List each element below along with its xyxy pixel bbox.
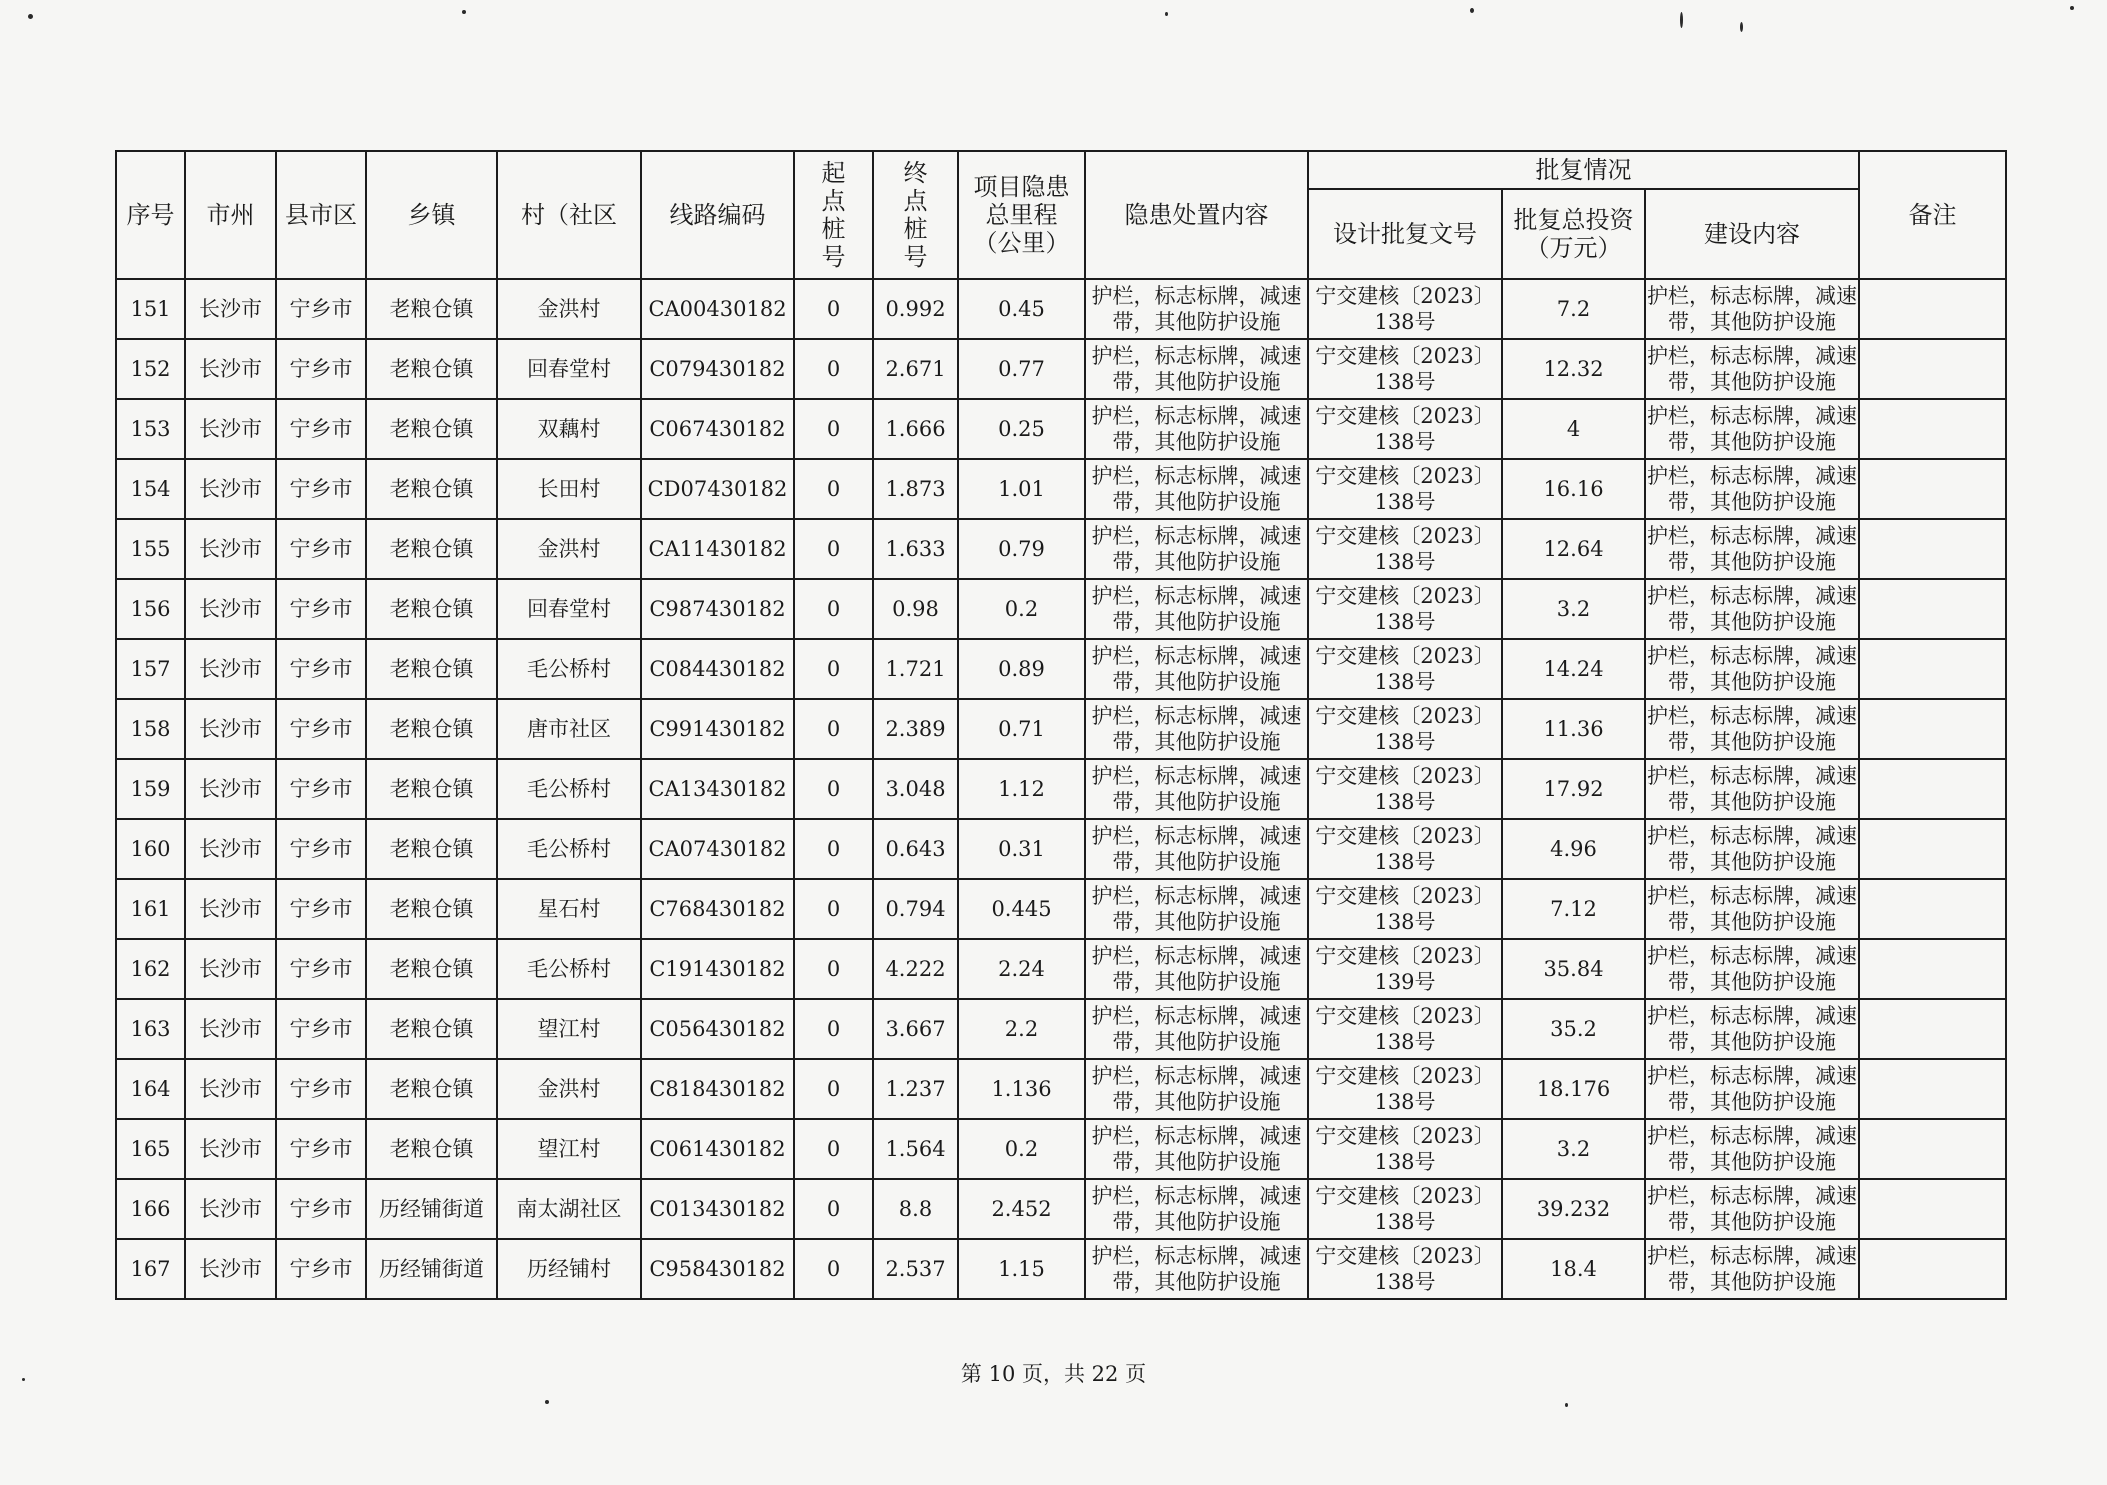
remark-cell <box>1859 819 2006 879</box>
mileage-cell: 1.01 <box>958 459 1085 519</box>
remark-cell <box>1859 519 2006 579</box>
town-cell: 老粮仓镇 <box>366 399 497 459</box>
mileage-cell: 1.15 <box>958 1239 1085 1299</box>
construction-cell: 护栏，标志标牌，减速带，其他防护设施 <box>1645 579 1859 639</box>
town-cell: 老粮仓镇 <box>366 1119 497 1179</box>
county-cell: 宁乡市 <box>276 339 366 399</box>
table-row <box>116 639 2006 699</box>
measures-cell: 护栏，标志标牌，减速带，其他防护设施 <box>1085 879 1308 939</box>
scan-speck <box>1740 22 1743 32</box>
route-code-cell: CA13430182 <box>641 759 794 819</box>
end-stake-cell: 2.537 <box>873 1239 958 1299</box>
city-cell: 长沙市 <box>185 999 276 1059</box>
town-cell: 老粮仓镇 <box>366 579 497 639</box>
route-code-cell: C987430182 <box>641 579 794 639</box>
approval-doc-cell: 宁交建核〔2023〕138号 <box>1308 519 1502 579</box>
measures-cell: 护栏，标志标牌，减速带，其他防护设施 <box>1085 819 1308 879</box>
construction-cell: 护栏，标志标牌，减速带，其他防护设施 <box>1645 399 1859 459</box>
seq-cell: 153 <box>116 399 185 459</box>
county-cell: 宁乡市 <box>276 399 366 459</box>
end-stake-cell: 0.98 <box>873 579 958 639</box>
town-cell: 老粮仓镇 <box>366 759 497 819</box>
construction-cell: 护栏，标志标牌，减速带，其他防护设施 <box>1645 459 1859 519</box>
seq-cell: 155 <box>116 519 185 579</box>
approval-doc-cell: 宁交建核〔2023〕138号 <box>1308 579 1502 639</box>
table-row <box>116 459 2006 519</box>
village-cell: 毛公桥村 <box>497 759 641 819</box>
investment-cell: 14.24 <box>1502 639 1645 699</box>
approval-doc-cell: 宁交建核〔2023〕138号 <box>1308 459 1502 519</box>
town-cell: 老粮仓镇 <box>366 459 497 519</box>
city-cell: 长沙市 <box>185 279 276 339</box>
investment-cell: 7.12 <box>1502 879 1645 939</box>
seq-cell: 167 <box>116 1239 185 1299</box>
measures-cell: 护栏，标志标牌，减速带，其他防护设施 <box>1085 759 1308 819</box>
investment-cell: 4 <box>1502 399 1645 459</box>
route-code-cell: C958430182 <box>641 1239 794 1299</box>
approval-doc-cell: 宁交建核〔2023〕138号 <box>1308 1239 1502 1299</box>
seq-cell: 159 <box>116 759 185 819</box>
city-cell: 长沙市 <box>185 939 276 999</box>
county-cell: 宁乡市 <box>276 1059 366 1119</box>
mileage-cell: 0.89 <box>958 639 1085 699</box>
header-approval-doc: 设计批复文号 <box>1308 189 1502 279</box>
mileage-cell: 0.445 <box>958 879 1085 939</box>
scan-speck <box>545 1400 549 1404</box>
mileage-cell: 0.2 <box>958 1119 1085 1179</box>
town-cell: 老粮仓镇 <box>366 939 497 999</box>
scan-speck <box>1565 1403 1568 1407</box>
table-row <box>116 939 2006 999</box>
route-code-cell: CA00430182 <box>641 279 794 339</box>
city-cell: 长沙市 <box>185 819 276 879</box>
remark-cell <box>1859 279 2006 339</box>
investment-cell: 12.32 <box>1502 339 1645 399</box>
city-cell: 长沙市 <box>185 579 276 639</box>
hazard-project-table <box>115 150 2007 1300</box>
mileage-cell: 1.136 <box>958 1059 1085 1119</box>
seq-cell: 152 <box>116 339 185 399</box>
construction-cell: 护栏，标志标牌，减速带，其他防护设施 <box>1645 939 1859 999</box>
mileage-cell: 2.452 <box>958 1179 1085 1239</box>
end-stake-cell: 1.666 <box>873 399 958 459</box>
construction-cell: 护栏，标志标牌，减速带，其他防护设施 <box>1645 819 1859 879</box>
table-row <box>116 339 2006 399</box>
investment-cell: 18.4 <box>1502 1239 1645 1299</box>
village-cell: 毛公桥村 <box>497 939 641 999</box>
city-cell: 长沙市 <box>185 1239 276 1299</box>
measures-cell: 护栏，标志标牌，减速带，其他防护设施 <box>1085 399 1308 459</box>
scan-speck <box>28 14 33 19</box>
header-approval-group: 批复情况 <box>1308 151 1859 189</box>
county-cell: 宁乡市 <box>276 999 366 1059</box>
remark-cell <box>1859 1179 2006 1239</box>
city-cell: 长沙市 <box>185 519 276 579</box>
seq-cell: 164 <box>116 1059 185 1119</box>
end-stake-cell: 2.671 <box>873 339 958 399</box>
seq-cell: 156 <box>116 579 185 639</box>
header-city: 市州 <box>185 151 276 279</box>
header-route-code: 线路编码 <box>641 151 794 279</box>
approval-doc-cell: 宁交建核〔2023〕138号 <box>1308 1059 1502 1119</box>
investment-cell: 11.36 <box>1502 699 1645 759</box>
town-cell: 老粮仓镇 <box>366 339 497 399</box>
city-cell: 长沙市 <box>185 699 276 759</box>
approval-doc-cell: 宁交建核〔2023〕138号 <box>1308 819 1502 879</box>
end-stake-cell: 0.643 <box>873 819 958 879</box>
scan-speck <box>1470 8 1474 13</box>
table-row <box>116 1239 2006 1299</box>
measures-cell: 护栏，标志标牌，减速带，其他防护设施 <box>1085 1179 1308 1239</box>
city-cell: 长沙市 <box>185 759 276 819</box>
seq-cell: 162 <box>116 939 185 999</box>
mileage-cell: 0.45 <box>958 279 1085 339</box>
route-code-cell: C768430182 <box>641 879 794 939</box>
approval-doc-cell: 宁交建核〔2023〕138号 <box>1308 759 1502 819</box>
county-cell: 宁乡市 <box>276 1119 366 1179</box>
measures-cell: 护栏，标志标牌，减速带，其他防护设施 <box>1085 519 1308 579</box>
remark-cell <box>1859 699 2006 759</box>
village-cell: 回春堂村 <box>497 579 641 639</box>
start-stake-cell: 0 <box>794 879 873 939</box>
end-stake-cell: 1.721 <box>873 639 958 699</box>
route-code-cell: C056430182 <box>641 999 794 1059</box>
city-cell: 长沙市 <box>185 1119 276 1179</box>
approval-doc-cell: 宁交建核〔2023〕139号 <box>1308 939 1502 999</box>
county-cell: 宁乡市 <box>276 279 366 339</box>
seq-cell: 154 <box>116 459 185 519</box>
construction-cell: 护栏，标志标牌，减速带，其他防护设施 <box>1645 1239 1859 1299</box>
measures-cell: 护栏，标志标牌，减速带，其他防护设施 <box>1085 339 1308 399</box>
start-stake-cell: 0 <box>794 819 873 879</box>
table-row <box>116 819 2006 879</box>
construction-cell: 护栏，标志标牌，减速带，其他防护设施 <box>1645 699 1859 759</box>
town-cell: 老粮仓镇 <box>366 699 497 759</box>
mileage-cell: 0.31 <box>958 819 1085 879</box>
county-cell: 宁乡市 <box>276 759 366 819</box>
end-stake-cell: 1.633 <box>873 519 958 579</box>
measures-cell: 护栏，标志标牌，减速带，其他防护设施 <box>1085 699 1308 759</box>
header-measures: 隐患处置内容 <box>1085 151 1308 279</box>
header-construction: 建设内容 <box>1645 189 1859 279</box>
measures-cell: 护栏，标志标牌，减速带，其他防护设施 <box>1085 1059 1308 1119</box>
route-code-cell: C013430182 <box>641 1179 794 1239</box>
construction-cell: 护栏，标志标牌，减速带，其他防护设施 <box>1645 1119 1859 1179</box>
start-stake-cell: 0 <box>794 399 873 459</box>
route-code-cell: C191430182 <box>641 939 794 999</box>
village-cell: 毛公桥村 <box>497 819 641 879</box>
city-cell: 长沙市 <box>185 639 276 699</box>
construction-cell: 护栏，标志标牌，减速带，其他防护设施 <box>1645 339 1859 399</box>
measures-cell: 护栏，标志标牌，减速带，其他防护设施 <box>1085 279 1308 339</box>
construction-cell: 护栏，标志标牌，减速带，其他防护设施 <box>1645 999 1859 1059</box>
county-cell: 宁乡市 <box>276 879 366 939</box>
county-cell: 宁乡市 <box>276 1239 366 1299</box>
village-cell: 望江村 <box>497 999 641 1059</box>
measures-cell: 护栏，标志标牌，减速带，其他防护设施 <box>1085 939 1308 999</box>
start-stake-cell: 0 <box>794 1059 873 1119</box>
start-stake-cell: 0 <box>794 339 873 399</box>
investment-cell: 35.2 <box>1502 999 1645 1059</box>
scan-speck <box>2070 6 2074 10</box>
route-code-cell: C067430182 <box>641 399 794 459</box>
measures-cell: 护栏，标志标牌，减速带，其他防护设施 <box>1085 999 1308 1059</box>
mileage-cell: 0.25 <box>958 399 1085 459</box>
start-stake-cell: 0 <box>794 1239 873 1299</box>
remark-cell <box>1859 459 2006 519</box>
end-stake-cell: 8.8 <box>873 1179 958 1239</box>
remark-cell <box>1859 759 2006 819</box>
construction-cell: 护栏，标志标牌，减速带，其他防护设施 <box>1645 1179 1859 1239</box>
village-cell: 毛公桥村 <box>497 639 641 699</box>
end-stake-cell: 2.389 <box>873 699 958 759</box>
mileage-cell: 2.24 <box>958 939 1085 999</box>
remark-cell <box>1859 639 2006 699</box>
remark-cell <box>1859 879 2006 939</box>
measures-cell: 护栏，标志标牌，减速带，其他防护设施 <box>1085 1119 1308 1179</box>
village-cell: 回春堂村 <box>497 339 641 399</box>
header-end-stake: 终点桩号 <box>873 151 958 279</box>
header-mileage: 项目隐患总里程（公里） <box>958 151 1085 279</box>
start-stake-cell: 0 <box>794 939 873 999</box>
construction-cell: 护栏，标志标牌，减速带，其他防护设施 <box>1645 519 1859 579</box>
route-code-cell: C084430182 <box>641 639 794 699</box>
county-cell: 宁乡市 <box>276 639 366 699</box>
end-stake-cell: 4.222 <box>873 939 958 999</box>
county-cell: 宁乡市 <box>276 699 366 759</box>
approval-doc-cell: 宁交建核〔2023〕138号 <box>1308 1119 1502 1179</box>
seq-cell: 151 <box>116 279 185 339</box>
table-row <box>116 879 2006 939</box>
start-stake-cell: 0 <box>794 999 873 1059</box>
seq-cell: 160 <box>116 819 185 879</box>
measures-cell: 护栏，标志标牌，减速带，其他防护设施 <box>1085 1239 1308 1299</box>
mileage-cell: 0.2 <box>958 579 1085 639</box>
scan-speck <box>1165 12 1168 16</box>
investment-cell: 3.2 <box>1502 1119 1645 1179</box>
investment-cell: 16.16 <box>1502 459 1645 519</box>
header-seq: 序号 <box>116 151 185 279</box>
end-stake-cell: 1.564 <box>873 1119 958 1179</box>
start-stake-cell: 0 <box>794 699 873 759</box>
village-cell: 金洪村 <box>497 519 641 579</box>
county-cell: 宁乡市 <box>276 819 366 879</box>
table-row <box>116 759 2006 819</box>
village-cell: 长田村 <box>497 459 641 519</box>
start-stake-cell: 0 <box>794 1179 873 1239</box>
approval-doc-cell: 宁交建核〔2023〕138号 <box>1308 639 1502 699</box>
start-stake-cell: 0 <box>794 759 873 819</box>
approval-doc-cell: 宁交建核〔2023〕138号 <box>1308 339 1502 399</box>
city-cell: 长沙市 <box>185 459 276 519</box>
start-stake-cell: 0 <box>794 459 873 519</box>
approval-doc-cell: 宁交建核〔2023〕138号 <box>1308 279 1502 339</box>
route-code-cell: C818430182 <box>641 1059 794 1119</box>
table-row <box>116 579 2006 639</box>
measures-cell: 护栏，标志标牌，减速带，其他防护设施 <box>1085 459 1308 519</box>
table-row <box>116 399 2006 459</box>
scan-speck <box>462 10 466 14</box>
header-remarks: 备注 <box>1859 151 2006 279</box>
village-cell: 唐市社区 <box>497 699 641 759</box>
approval-doc-cell: 宁交建核〔2023〕138号 <box>1308 399 1502 459</box>
remark-cell <box>1859 579 2006 639</box>
city-cell: 长沙市 <box>185 879 276 939</box>
town-cell: 历经铺街道 <box>366 1179 497 1239</box>
header-village: 村（社区 <box>497 151 641 279</box>
town-cell: 历经铺街道 <box>366 1239 497 1299</box>
remark-cell <box>1859 1239 2006 1299</box>
seq-cell: 165 <box>116 1119 185 1179</box>
investment-cell: 35.84 <box>1502 939 1645 999</box>
start-stake-cell: 0 <box>794 279 873 339</box>
header-county: 县市区 <box>276 151 366 279</box>
seq-cell: 166 <box>116 1179 185 1239</box>
remark-cell <box>1859 1059 2006 1119</box>
mileage-cell: 0.79 <box>958 519 1085 579</box>
page-number: 第 10 页，共 22 页 <box>960 1362 1147 1386</box>
seq-cell: 157 <box>116 639 185 699</box>
route-code-cell: C991430182 <box>641 699 794 759</box>
county-cell: 宁乡市 <box>276 1179 366 1239</box>
city-cell: 长沙市 <box>185 1059 276 1119</box>
start-stake-cell: 0 <box>794 639 873 699</box>
construction-cell: 护栏，标志标牌，减速带，其他防护设施 <box>1645 759 1859 819</box>
village-cell: 星石村 <box>497 879 641 939</box>
county-cell: 宁乡市 <box>276 939 366 999</box>
village-cell: 历经铺村 <box>497 1239 641 1299</box>
construction-cell: 护栏，标志标牌，减速带，其他防护设施 <box>1645 639 1859 699</box>
table-row <box>116 1119 2006 1179</box>
route-code-cell: C079430182 <box>641 339 794 399</box>
route-code-cell: CA07430182 <box>641 819 794 879</box>
table-row <box>116 1059 2006 1119</box>
seq-cell: 161 <box>116 879 185 939</box>
approval-doc-cell: 宁交建核〔2023〕138号 <box>1308 999 1502 1059</box>
start-stake-cell: 0 <box>794 519 873 579</box>
remark-cell <box>1859 339 2006 399</box>
village-cell: 金洪村 <box>497 1059 641 1119</box>
town-cell: 老粮仓镇 <box>366 819 497 879</box>
town-cell: 老粮仓镇 <box>366 639 497 699</box>
start-stake-cell: 0 <box>794 1119 873 1179</box>
city-cell: 长沙市 <box>185 399 276 459</box>
investment-cell: 3.2 <box>1502 579 1645 639</box>
end-stake-cell: 3.667 <box>873 999 958 1059</box>
town-cell: 老粮仓镇 <box>366 519 497 579</box>
end-stake-cell: 0.992 <box>873 279 958 339</box>
route-code-cell: CA11430182 <box>641 519 794 579</box>
header-start-stake: 起点桩号 <box>794 151 873 279</box>
mileage-cell: 1.12 <box>958 759 1085 819</box>
investment-cell: 39.232 <box>1502 1179 1645 1239</box>
approval-doc-cell: 宁交建核〔2023〕138号 <box>1308 699 1502 759</box>
construction-cell: 护栏，标志标牌，减速带，其他防护设施 <box>1645 279 1859 339</box>
city-cell: 长沙市 <box>185 339 276 399</box>
table-body <box>116 279 2006 1299</box>
route-code-cell: CD07430182 <box>641 459 794 519</box>
route-code-cell: C061430182 <box>641 1119 794 1179</box>
investment-cell: 7.2 <box>1502 279 1645 339</box>
construction-cell: 护栏，标志标牌，减速带，其他防护设施 <box>1645 1059 1859 1119</box>
header-town: 乡镇 <box>366 151 497 279</box>
town-cell: 老粮仓镇 <box>366 279 497 339</box>
end-stake-cell: 1.873 <box>873 459 958 519</box>
mileage-cell: 2.2 <box>958 999 1085 1059</box>
remark-cell <box>1859 1119 2006 1179</box>
remark-cell <box>1859 999 2006 1059</box>
remark-cell <box>1859 939 2006 999</box>
table-row <box>116 999 2006 1059</box>
table-row <box>116 1179 2006 1239</box>
town-cell: 老粮仓镇 <box>366 879 497 939</box>
county-cell: 宁乡市 <box>276 459 366 519</box>
end-stake-cell: 3.048 <box>873 759 958 819</box>
scan-speck <box>1680 12 1683 28</box>
table-row <box>116 699 2006 759</box>
mileage-cell: 0.71 <box>958 699 1085 759</box>
town-cell: 老粮仓镇 <box>366 999 497 1059</box>
county-cell: 宁乡市 <box>276 519 366 579</box>
seq-cell: 163 <box>116 999 185 1059</box>
table-row <box>116 519 2006 579</box>
village-cell: 南太湖社区 <box>497 1179 641 1239</box>
remark-cell <box>1859 399 2006 459</box>
measures-cell: 护栏，标志标牌，减速带，其他防护设施 <box>1085 639 1308 699</box>
end-stake-cell: 1.237 <box>873 1059 958 1119</box>
city-cell: 长沙市 <box>185 1179 276 1239</box>
approval-doc-cell: 宁交建核〔2023〕138号 <box>1308 879 1502 939</box>
approval-doc-cell: 宁交建核〔2023〕138号 <box>1308 1179 1502 1239</box>
county-cell: 宁乡市 <box>276 579 366 639</box>
construction-cell: 护栏，标志标牌，减速带，其他防护设施 <box>1645 879 1859 939</box>
investment-cell: 17.92 <box>1502 759 1645 819</box>
end-stake-cell: 0.794 <box>873 879 958 939</box>
table-row <box>116 279 2006 339</box>
header-investment: 批复总投资（万元） <box>1502 189 1645 279</box>
investment-cell: 12.64 <box>1502 519 1645 579</box>
village-cell: 双藕村 <box>497 399 641 459</box>
investment-cell: 4.96 <box>1502 819 1645 879</box>
investment-cell: 18.176 <box>1502 1059 1645 1119</box>
town-cell: 老粮仓镇 <box>366 1059 497 1119</box>
seq-cell: 158 <box>116 699 185 759</box>
start-stake-cell: 0 <box>794 579 873 639</box>
village-cell: 望江村 <box>497 1119 641 1179</box>
measures-cell: 护栏，标志标牌，减速带，其他防护设施 <box>1085 579 1308 639</box>
mileage-cell: 0.77 <box>958 339 1085 399</box>
village-cell: 金洪村 <box>497 279 641 339</box>
